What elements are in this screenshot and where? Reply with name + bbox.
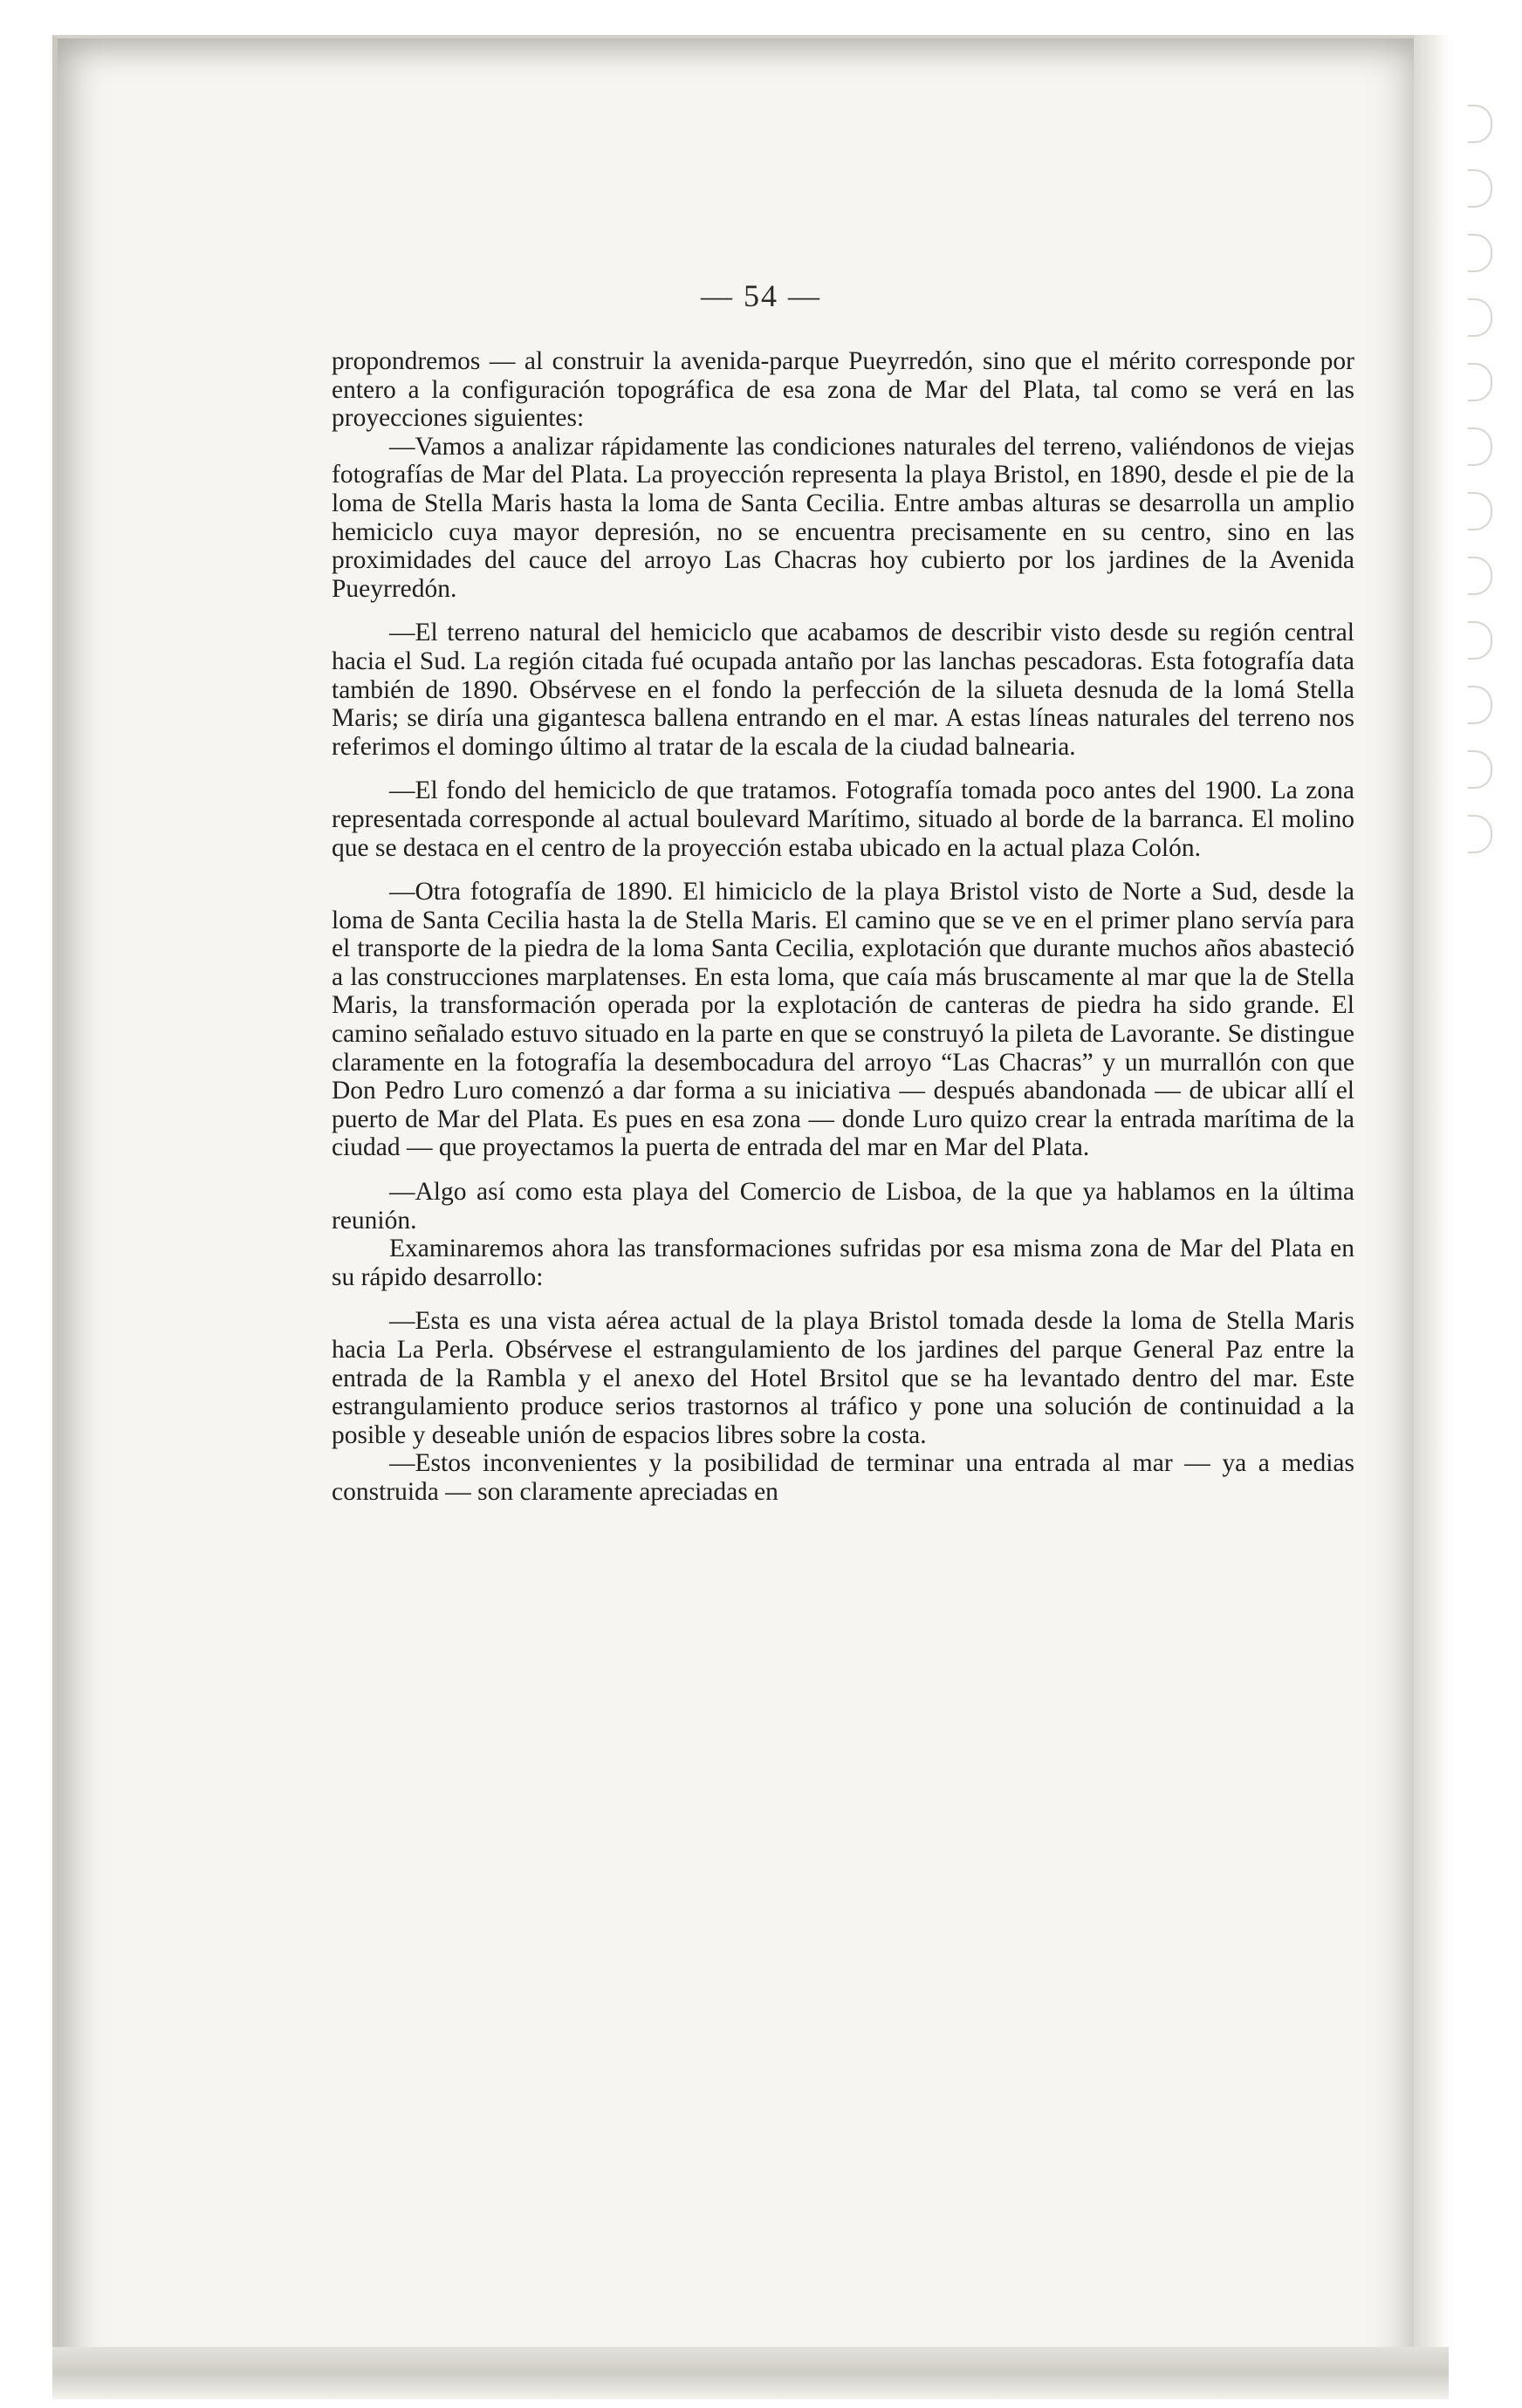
binder-hole bbox=[1468, 363, 1492, 401]
binder-hole bbox=[1468, 815, 1492, 853]
paragraph: —Vamos a analizar rápidamente las condiciones naturales del terreno, valiéndonos de viejas fotografías de Mar del Plata. La proyección representa la playa Bristol, en 1890, desde el pie de la loma de Stella Maris hasta la loma de Santa Cecilia. Entre ambas alturas se desarrolla un amplio hemiciclo cuya mayor depresión, no se encuentra precisamente en su centro, sino en las proximidades del cauce del arroyo Las Chacras hoy cubierto por los jardines de la Avenida Pueyrredón. bbox=[332, 432, 1354, 603]
paragraph: —Esta es una vista aérea actual de la playa Bristol tomada desde la loma de Stella Maris hacia La Perla. Obsérvese el estrangulamiento de los jardines del parque General Paz entre la entrada de la Rambla y el anexo del Hotel Brsitol que se ha levantado dentro del mar. Este estrangulamiento produce serios trastornos al tráfico y pone una solución de continuidad a la posible y deseable unión de espacios libres sobre la costa. bbox=[332, 1307, 1354, 1449]
binder-hole bbox=[1468, 492, 1492, 530]
binder-hole bbox=[1468, 428, 1492, 466]
paragraph: propondremos — al construir la avenida-parque Pueyrredón, sino que el mérito corresponde por entero a la configuración topográfica de esa zona de Mar del Plata, tal como se verá en las proyecciones siguientes: bbox=[332, 347, 1354, 433]
binder-hole bbox=[1468, 105, 1492, 143]
binder-holes bbox=[1456, 105, 1508, 890]
binder-hole bbox=[1468, 169, 1492, 208]
binder-hole bbox=[1468, 686, 1492, 724]
binder-hole bbox=[1468, 234, 1492, 272]
paragraph: —Estos inconvenientes y la posibilidad de terminar una entrada al mar — ya a medias construida — son claramente apreciadas en bbox=[332, 1449, 1354, 1506]
binder-hole bbox=[1468, 621, 1492, 660]
binder-hole bbox=[1468, 750, 1492, 789]
paragraph: —Otra fotografía de 1890. El himiciclo de la playa Bristol visto de Norte a Sud, desde la loma de Santa Cecilia hasta la de Stella Maris. El camino que se ve en el primer plano servía para el transporte de la piedra de la loma Santa Cecilia, explotación que durante muchos años abasteció a las construcciones marplatenses. En esta loma, que caía más bruscamente al mar que la de Stella Maris, la transformación operada por la explotación de canteras de piedra ha sido grande. El camino señalado estuvo situado en la parte en que se construyó la pileta de Lavorante. Se distingue claramente en la fotografía la desembocadura del arroyo “Las Chacras” y un murrallón con que Don Pedro Luro comenzó a dar forma a su iniciativa — después abandonada — de ubicar allí el puerto de Mar del Plata. Es pues en esa zona — donde Luro quizo crear la entrada marítima de la ciudad — que proyectamos la puerta de entrada del mar en Mar del Plata. bbox=[332, 878, 1354, 1162]
paragraph: —Algo así como esta playa del Comercio de Lisboa, de la que ya hablamos en la última reunión. bbox=[332, 1178, 1354, 1235]
body-text bbox=[332, 347, 1354, 1507]
paragraph: —El terreno natural del hemiciclo que acabamos de describir visto desde su región central hacia el Sud. La región citada fué ocupada antaño por las lanchas pescadoras. Esta fotografía data también de 1890. Obsérvese en el fondo la perfección de la silueta desnuda de la lomá Stella Maris; se diría una gigantesca ballena entrando en el mar. A estas líneas naturales del terreno nos referimos el domingo último al tratar de la escala de la ciudad balnearia. bbox=[332, 619, 1354, 761]
page-edge-bottom bbox=[52, 2347, 1449, 2399]
page-number: — 54 — bbox=[701, 278, 821, 313]
page-edge-right bbox=[1414, 35, 1449, 2391]
paragraph: —El fondo del hemiciclo de que tratamos. Fotografía tomada poco antes del 1900. La zona representada corresponde al actual boulevard Marítimo, situado al borde de la barranca. El molino que se destaca en el centro de la proyección estaba ubicado en la actual plaza Colón. bbox=[332, 776, 1354, 862]
binder-hole bbox=[1468, 557, 1492, 595]
paragraph: Examinaremos ahora las transformaciones sufridas por esa misma zona de Mar del Plata en su rápido desarrollo: bbox=[332, 1235, 1354, 1291]
